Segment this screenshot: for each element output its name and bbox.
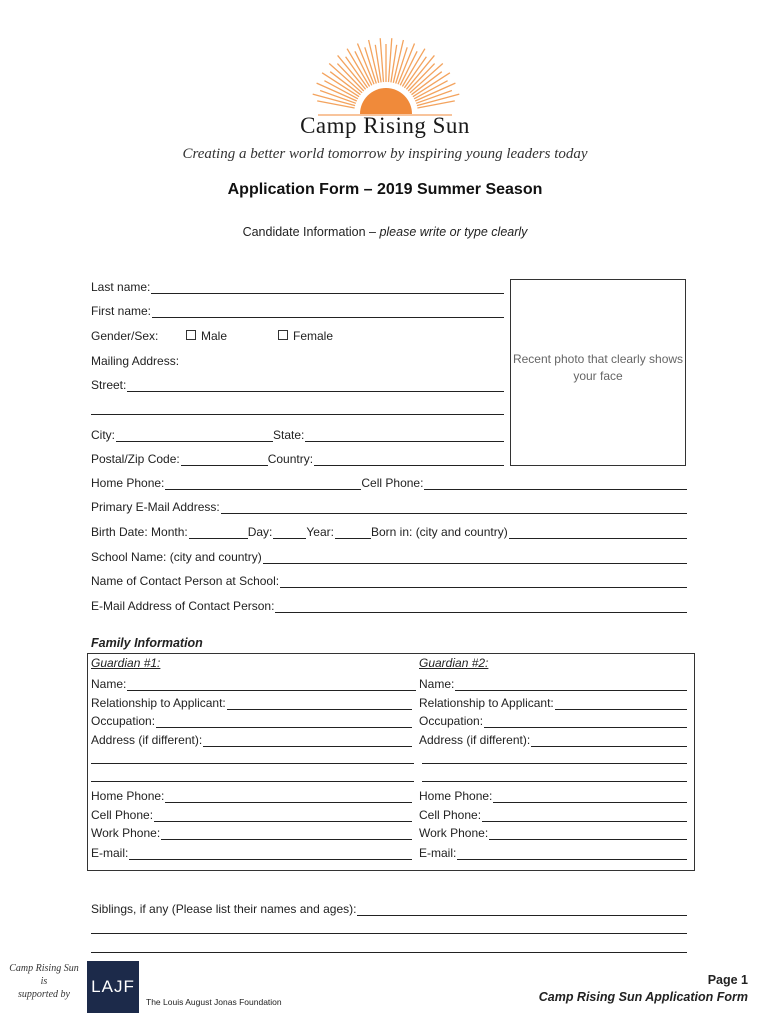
g1-occupation-input[interactable] — [156, 715, 412, 728]
g2-home-phone-input[interactable] — [493, 790, 687, 803]
g2-email-input[interactable] — [457, 847, 687, 860]
birth-field: Birth Date: Month: Day: Year: Born in: (city and country) — [91, 523, 687, 539]
photo-instructions: Recent photo that clearly shows your face — [512, 352, 684, 383]
g1-email-input[interactable] — [129, 847, 412, 860]
street-line-2[interactable] — [91, 414, 504, 415]
g2-cell-phone-field[interactable]: Cell Phone: — [419, 806, 687, 822]
first-name-input[interactable] — [152, 305, 504, 318]
email-field[interactable]: Primary E-Mail Address: — [91, 498, 687, 514]
gender-field: Gender/Sex: Male Female — [91, 329, 334, 343]
first-name-field[interactable]: First name: — [91, 302, 504, 318]
g1-cell-phone-input[interactable] — [154, 809, 412, 822]
g1-address-line-2[interactable] — [91, 763, 414, 764]
g1-work-phone-input[interactable] — [161, 827, 412, 840]
g2-home-phone-field[interactable]: Home Phone: — [419, 787, 687, 803]
cell-phone-input[interactable] — [424, 477, 687, 490]
g2-work-phone-input[interactable] — [489, 827, 687, 840]
g2-occupation-input[interactable] — [484, 715, 687, 728]
birth-year-input[interactable] — [335, 526, 371, 539]
female-option[interactable]: Female — [278, 329, 333, 343]
siblings-field[interactable]: Siblings, if any (Please list their names and ages): — [91, 900, 687, 916]
contact-name-field[interactable]: Name of Contact Person at School: — [91, 572, 687, 588]
g1-name-input[interactable] — [127, 678, 416, 691]
g2-cell-phone-input[interactable] — [482, 809, 687, 822]
city-state-field: City: State: — [91, 426, 504, 442]
g2-name-input[interactable] — [455, 678, 687, 691]
guardian-1-heading: Guardian #1: — [91, 656, 161, 670]
tagline: Creating a better world tomorrow by inspiring young leaders today — [182, 146, 588, 162]
g2-relationship-input[interactable] — [555, 697, 687, 710]
male-checkbox[interactable] — [186, 330, 196, 340]
city-input[interactable] — [116, 429, 273, 442]
sun-ray — [375, 45, 381, 83]
home-phone-input[interactable] — [165, 477, 361, 490]
guardian-2-heading: Guardian #2: — [419, 656, 489, 670]
birth-month-input[interactable] — [189, 526, 248, 539]
g1-work-phone-field[interactable]: Work Phone: — [91, 824, 412, 840]
g2-name-field[interactable]: Name: — [419, 675, 687, 691]
male-option[interactable]: Male — [186, 329, 278, 343]
g1-cell-phone-field[interactable]: Cell Phone: — [91, 806, 412, 822]
mailing-address-label: Mailing Address: — [91, 354, 180, 368]
g1-home-phone-input[interactable] — [165, 790, 412, 803]
g2-relationship-field[interactable]: Relationship to Applicant: — [419, 694, 687, 710]
siblings-line-2[interactable] — [91, 933, 687, 934]
contact-email-field[interactable]: E-Mail Address of Contact Person: — [91, 597, 687, 613]
form-subtitle — [0, 225, 770, 239]
postal-input[interactable] — [181, 453, 268, 466]
g2-email-field[interactable]: E-mail: — [419, 844, 687, 860]
last-name-input[interactable] — [151, 281, 504, 294]
sun-ray — [414, 81, 448, 99]
g1-relationship-input[interactable] — [227, 697, 412, 710]
female-checkbox[interactable] — [278, 330, 288, 340]
org-name: Camp Rising Sun — [300, 113, 470, 138]
siblings-input[interactable] — [357, 903, 687, 916]
street-input[interactable] — [127, 379, 504, 392]
g2-occupation-field[interactable]: Occupation: — [419, 712, 687, 728]
foundation-name: The Louis August Jonas Foundation — [146, 997, 282, 1007]
sunrise-logo-icon — [0, 36, 770, 116]
lajf-logo: LAJF — [87, 961, 139, 1013]
form-title: Application Form – 2019 Summer Season — [227, 181, 543, 198]
school-input[interactable] — [263, 551, 687, 564]
supported-by-text: Camp Rising Sun is supported by — [9, 963, 79, 1000]
sun-ray — [391, 45, 397, 83]
state-input[interactable] — [305, 429, 504, 442]
g1-relationship-field[interactable]: Relationship to Applicant: — [91, 694, 412, 710]
born-in-input[interactable] — [509, 526, 687, 539]
street-field[interactable]: Street: — [91, 376, 504, 392]
postal-country-field: Postal/Zip Code: Country: — [91, 450, 504, 466]
phone-field: Home Phone: Cell Phone: — [91, 474, 687, 490]
contact-name-input[interactable] — [280, 575, 687, 588]
g1-address-line-3[interactable] — [91, 781, 414, 782]
g2-address-field[interactable]: Address (if different): — [419, 731, 687, 747]
g2-address-line-2[interactable] — [422, 763, 687, 764]
school-field[interactable]: School Name: (city and country) — [91, 548, 687, 564]
email-input[interactable] — [221, 501, 687, 514]
family-section-title: Family Information — [91, 636, 203, 650]
g1-email-field[interactable]: E-mail: — [91, 844, 412, 860]
subtitle-italic: please write or type clearly — [379, 225, 528, 239]
g2-address-line-3[interactable] — [422, 781, 687, 782]
g2-work-phone-field[interactable]: Work Phone: — [419, 824, 687, 840]
g1-address-field[interactable]: Address (if different): — [91, 731, 412, 747]
country-input[interactable] — [314, 453, 504, 466]
page-number: Page 1 — [707, 973, 748, 987]
birth-day-input[interactable] — [273, 526, 306, 539]
g1-home-phone-field[interactable]: Home Phone: — [91, 787, 412, 803]
g1-name-field[interactable]: Name: — [91, 675, 416, 691]
subtitle-plain: Candidate Information – — [242, 225, 380, 239]
contact-email-input[interactable] — [275, 600, 687, 613]
sun-ray — [324, 81, 358, 99]
last-name-field[interactable]: Last name: — [91, 278, 504, 294]
g1-address-input[interactable] — [203, 734, 412, 747]
g1-occupation-field[interactable]: Occupation: — [91, 712, 412, 728]
g2-address-input[interactable] — [531, 734, 687, 747]
document-name: Camp Rising Sun Application Form — [538, 990, 748, 1004]
siblings-line-3[interactable] — [91, 952, 687, 953]
